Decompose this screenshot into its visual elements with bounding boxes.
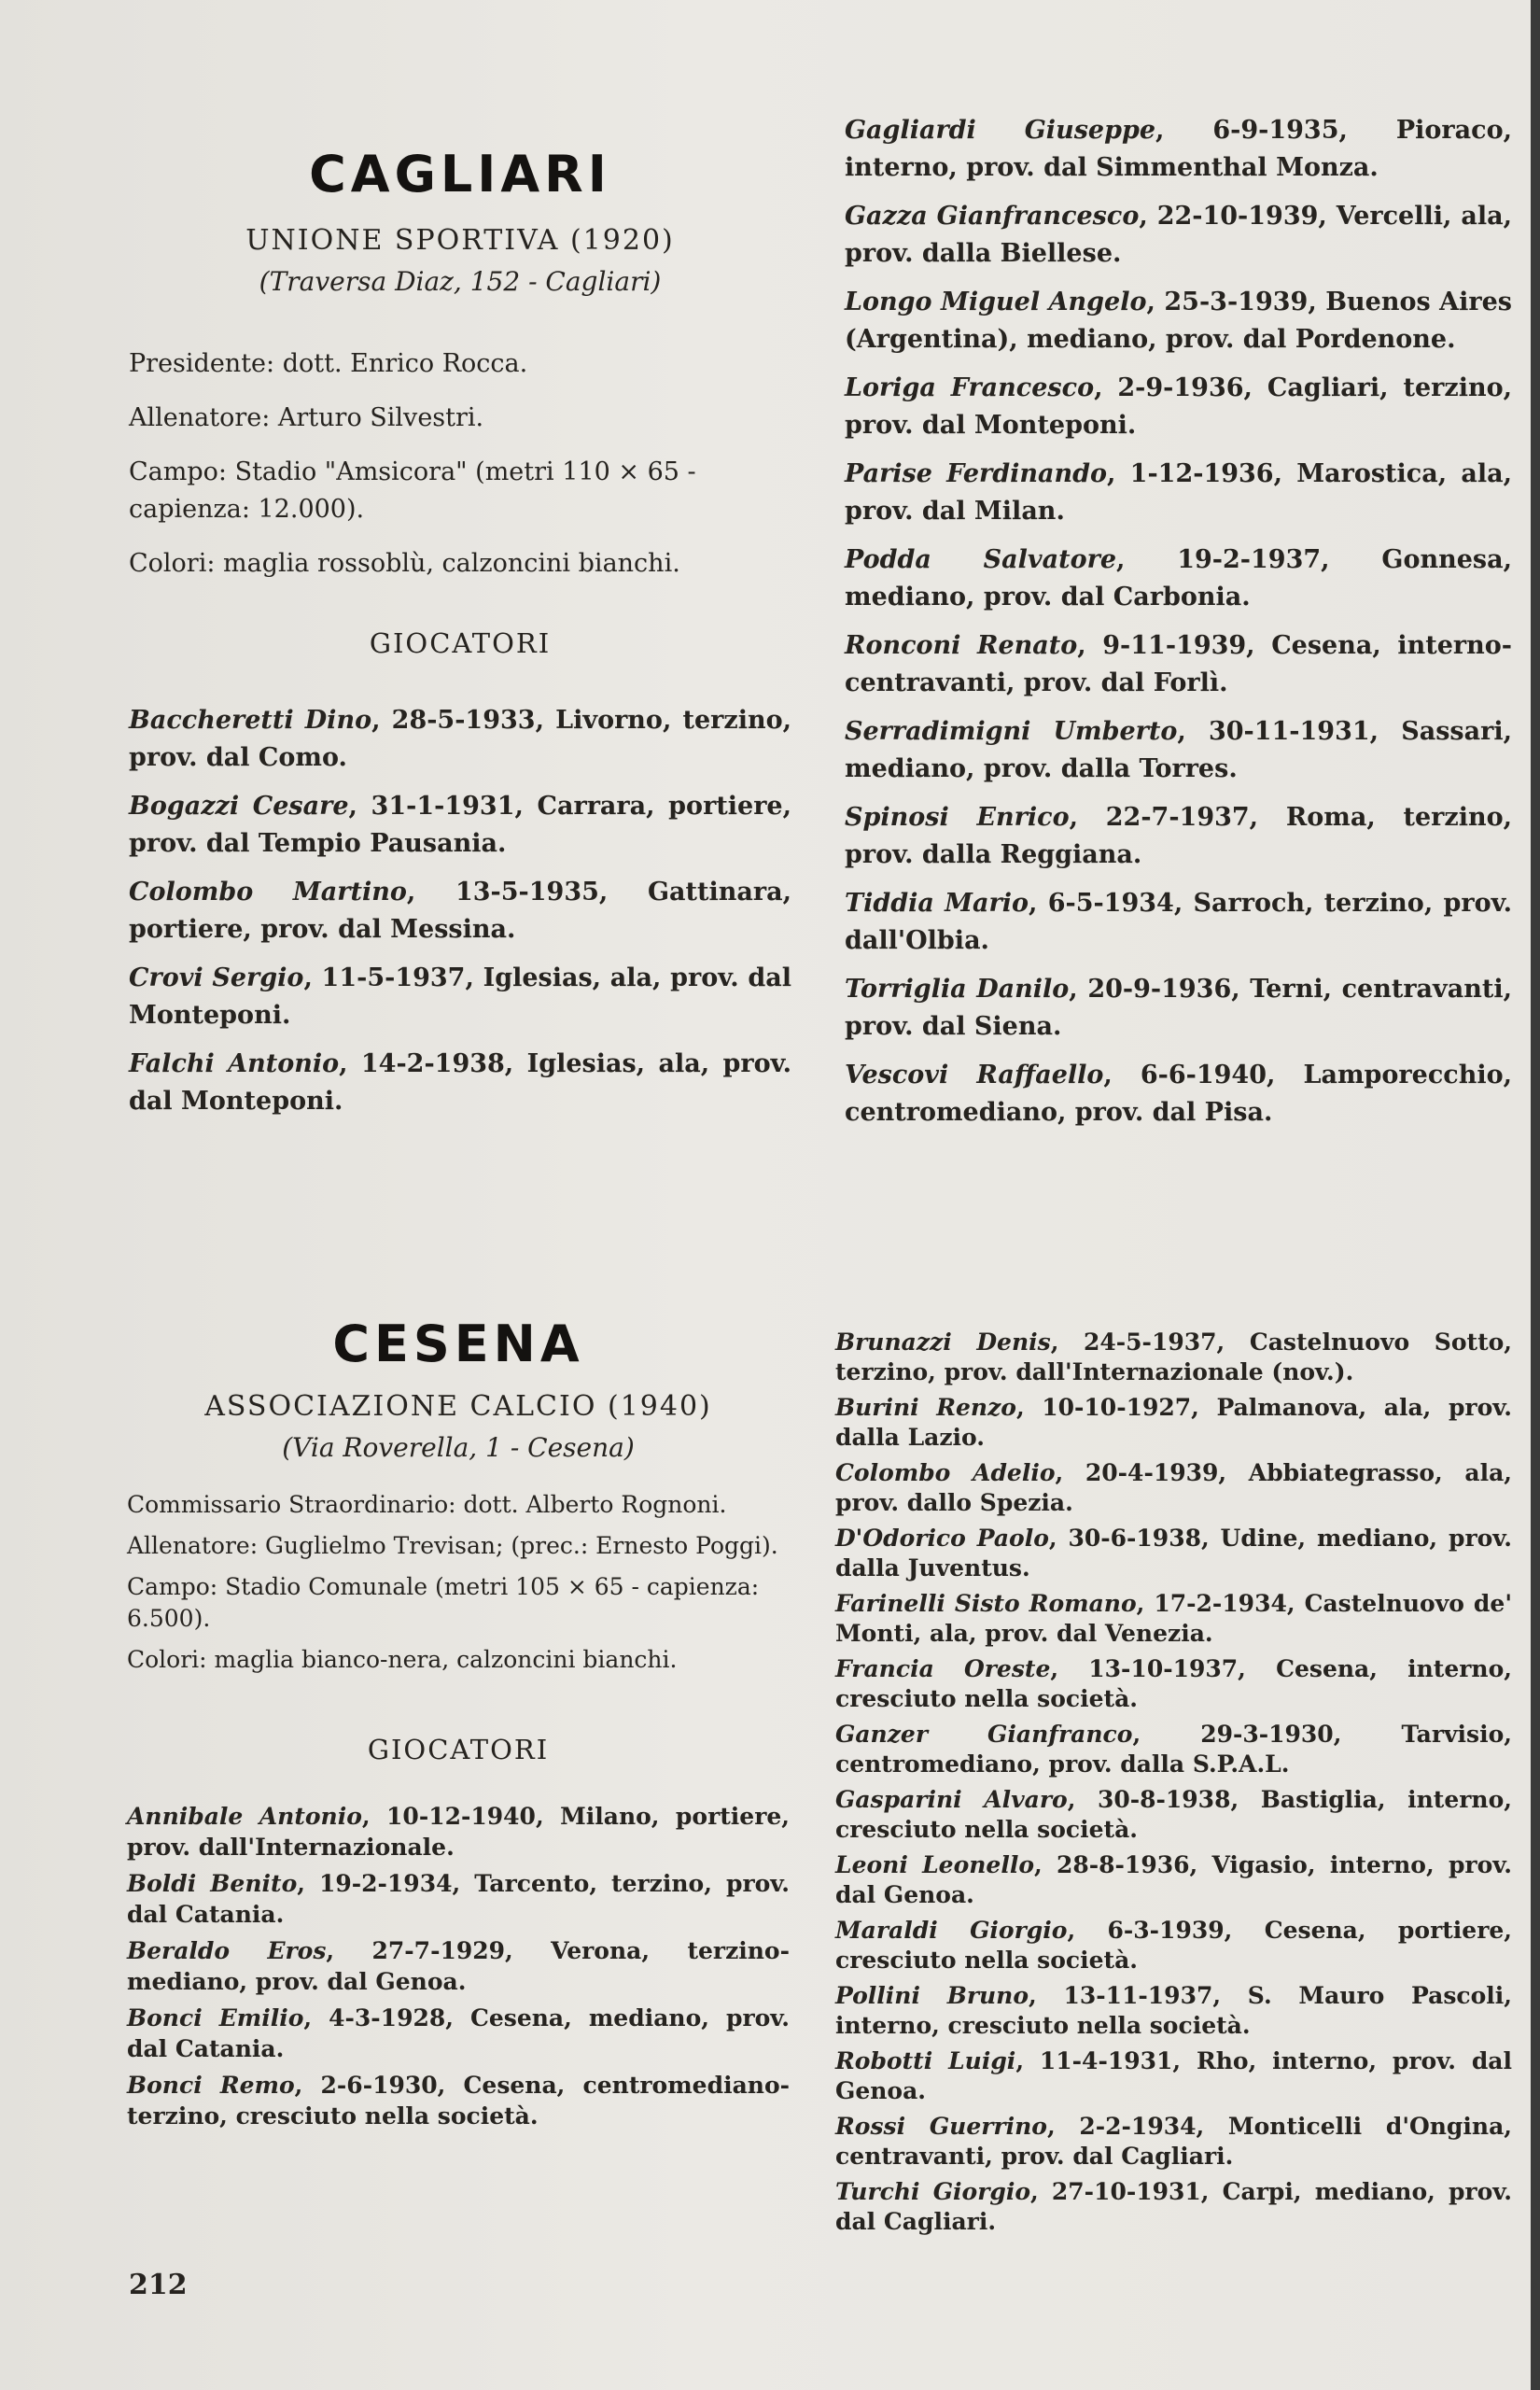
player-entry: Baccheretti Dino, 28-5-1933, Livorno, terzino, prov. dal Como. [129,706,792,772]
player-entry: Boldi Benito, 19-2-1934, Tarcento, terzino, prov. dal Catania. [127,1870,791,1928]
club-subtitle: ASSOCIAZIONE CALCIO (1940) [204,1390,712,1423]
club-address: (Via Roverella, 1 - Cesena) [282,1432,635,1463]
player-entry: Parise Ferdinando, 1-12-1936, Marostica, ala, prov. dal Milan. [845,459,1512,526]
player-entry: Gazza Gianfrancesco, 22-10-1939, Vercelli, ala, prov. dalla Biellese. [845,202,1512,268]
player-entry: Crovi Sergio, 11-5-1937, Iglesias, ala, prov. dal Monteponi. [129,963,791,1030]
player-entry: Colombo Martino, 13-5-1935, Gattinara, portiere, prov. dal Messina. [129,878,791,944]
player-entry: Maraldi Giorgio, 6-3-1939, Cesena, portiere, cresciuto nella società. [835,1917,1512,1974]
player-entry: Loriga Francesco, 2-9-1936, Cagliari, terzino, prov. dal Monteponi. [845,373,1513,440]
player-entry: D'Odorico Paolo, 30-6-1938, Udine, mediano, prov. dalla Juventus. [835,1525,1513,1582]
club-stadium: Campo: Stadio "Amsicora" (metri 110 × 65 - capienza: 12.000). [129,457,696,524]
club-subtitle: UNIONE SPORTIVA (1920) [245,224,675,257]
player-entry: Ganzer Gianfranco, 29-3-1930, Tarvisio, centromediano, prov. dalla S.P.A.L. [835,1721,1512,1778]
player-entry: Turchi Giorgio, 27-10-1931, Carpi, mediano, prov. dal Cagliari. [835,2178,1512,2235]
players-list [129,702,791,1120]
player-entry: Farinelli Sisto Romano, 17-2-1934, Castelnuovo de' Monti, ala, prov. dal Venezia. [835,1590,1512,1647]
club-name: CESENA [332,1314,584,1373]
player-entry: Serradimigni Umberto, 30-11-1931, Sassari, mediano, prov. dalla Torres. [845,717,1512,783]
club-info [129,345,791,583]
player-entry: Burini Renzo, 10-10-1927, Palmanova, ala, prov. dalla Lazio. [835,1394,1512,1451]
club-colors: Colori: maglia rossoblù, calzoncini bianchi. [129,549,680,578]
club-commissioner: Commissario Straordinario: dott. Alberto Rognoni. [127,1491,727,1518]
player-entry: Vescovi Raffaello, 6-6-1940, Lamporecchio, centromediano, prov. dal Pisa. [845,1061,1512,1127]
club-colors: Colori: maglia bianco-nera, calzoncini bianchi. [127,1646,678,1673]
player-entry: Tiddia Mario, 6-5-1934, Sarroch, terzino, prov. dall'Olbia. [845,889,1512,955]
players-heading: GIOCATORI [367,1734,550,1765]
club-address: (Traversa Diaz, 152 - Cagliari) [259,266,662,297]
page-number: 212 [129,2269,188,2301]
player-entry: Robotti Luigi, 11-4-1931, Rho, interno, prov. dal Genoa. [835,2047,1512,2104]
player-entry: Colombo Adelio, 20-4-1939, Abbiategrasso, ala, prov. dallo Spezia. [835,1459,1512,1516]
club-president: Presidente: dott. Enrico Rocca. [129,349,528,378]
player-entry: Longo Miguel Angelo, 25-3-1939, Buenos Aires (Argentina), mediano, prov. dal Pordenone. [845,288,1512,354]
player-entry: Beraldo Eros, 27-7-1929, Verona, terzino-mediano, prov. dal Genoa. [127,1937,790,1995]
players-list [127,1801,790,2131]
player-entry: Leoni Leonello, 28-8-1936, Vigasio, interno, prov. dal Genoa. [835,1851,1512,1908]
players-heading: GIOCATORI [369,627,552,659]
player-entry: Bogazzi Cesare, 31-1-1931, Carrara, portiere, prov. dal Tempio Pausania. [129,792,791,858]
player-entry: Pollini Bruno, 13-11-1937, S. Mauro Pascoli, interno, cresciuto nella società. [835,1982,1513,2039]
player-entry: Bonci Emilio, 4-3-1928, Cesena, mediano, prov. dal Catania. [127,2004,791,2062]
club-coach: Allenatore: Guglielmo Trevisan; (prec.: Ernesto Poggi). [127,1532,778,1559]
player-entry: Gasparini Alvaro, 30-8-1938, Bastiglia, interno, cresciuto nella società. [835,1786,1512,1843]
player-entry: Annibale Antonio, 10-12-1940, Milano, portiere, prov. dall'Internazionale. [127,1803,790,1861]
player-entry: Falchi Antonio, 14-2-1938, Iglesias, ala, prov. dal Monteponi. [129,1049,791,1116]
player-entry: Brunazzi Denis, 24-5-1937, Castelnuovo Sotto, terzino, prov. dall'Internazionale (nov.). [835,1329,1512,1385]
player-entry: Rossi Guerrino, 2-2-1934, Monticelli d'Ongina, centravanti, prov. dal Cagliari. [835,2113,1512,2170]
club-coach: Allenatore: Arturo Silvestri. [129,403,484,432]
club-stadium: Campo: Stadio Comunale (metri 105 × 65 - capienza: 6.500). [127,1573,760,1632]
cesena-header-column [127,1314,790,2137]
page-edge-shadow [1531,0,1540,2390]
player-entry: Ronconi Renato, 9-11-1939, Cesena, interno-centravanti, prov. dal Forlì. [845,631,1512,697]
player-entry: Podda Salvatore, 19-2-1937, Gonnesa, mediano, prov. dal Carbonia. [845,545,1512,612]
player-entry: Spinosi Enrico, 22-7-1937, Roma, terzino, prov. dalla Reggiana. [845,803,1512,869]
club-name: CAGLIARI [309,145,611,204]
cagliari-header-column [129,145,791,1132]
club-info [127,1489,790,1676]
cagliari-players-continued [845,112,1512,1143]
player-entry: Gagliardi Giuseppe, 6-9-1935, Pioraco, interno, prov. dal Simmenthal Monza. [845,116,1512,182]
player-entry: Torriglia Danilo, 20-9-1936, Terni, centravanti, prov. dal Siena. [845,975,1512,1041]
cesena-players-continued [835,1328,1512,2242]
player-entry: Bonci Remo, 2-6-1930, Cesena, centromediano-terzino, cresciuto nella società. [127,2072,790,2130]
player-entry: Francia Oreste, 13-10-1937, Cesena, interno, cresciuto nella società. [835,1655,1512,1712]
